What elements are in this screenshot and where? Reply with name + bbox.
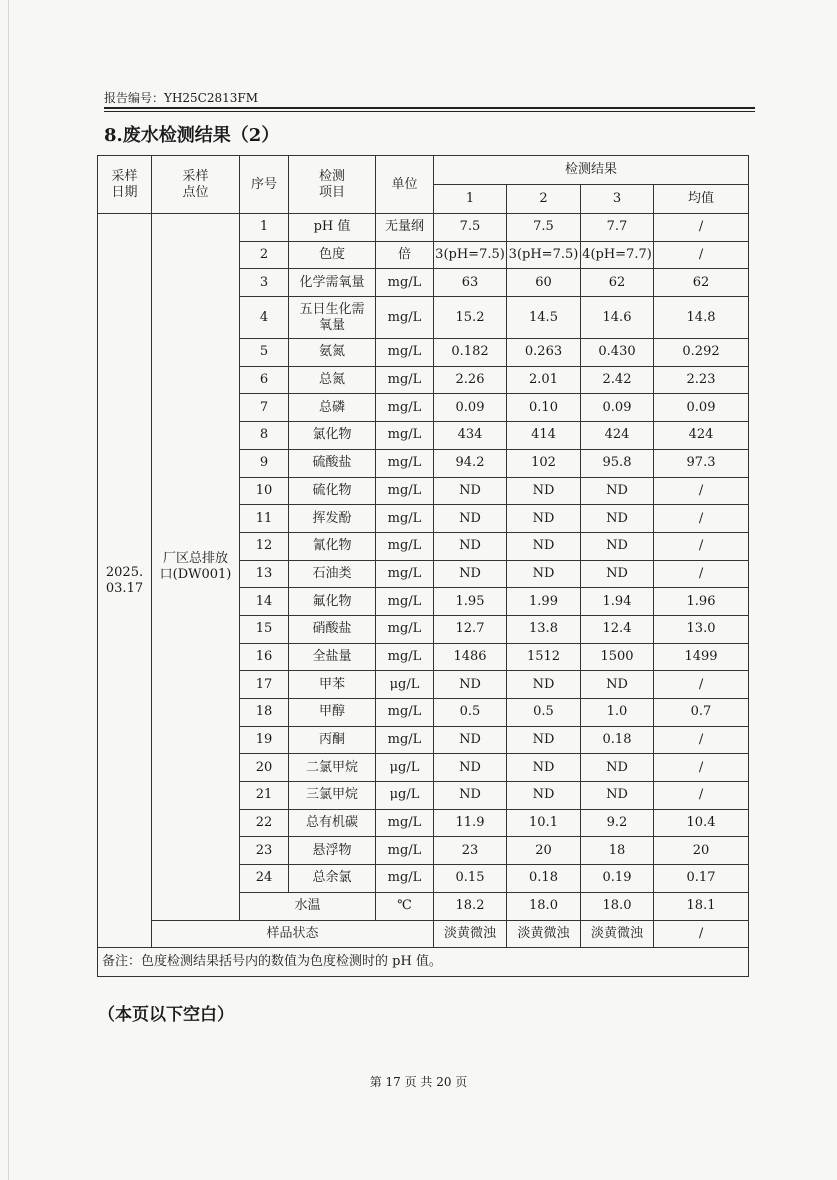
result-cell: 62 [581, 269, 654, 297]
item-cell: 三氯甲烷 [289, 782, 376, 810]
result-cell: 0.17 [654, 865, 749, 893]
sampling-date-cell: 2025. 03.17 [98, 214, 152, 948]
unit-cell: mg/L [376, 699, 434, 727]
result-cell: 18.2 [434, 892, 507, 920]
result-cell: 10.1 [507, 809, 581, 837]
result-cell: 7.5 [434, 214, 507, 242]
result-cell: 7.7 [581, 214, 654, 242]
note-row [98, 948, 749, 977]
item-cell: 悬浮物 [289, 837, 376, 865]
result-cell: 0.263 [507, 339, 581, 367]
item-cell: 总余氯 [289, 865, 376, 893]
result-cell: 15.2 [434, 297, 507, 339]
seq-cell: 2 [240, 241, 289, 269]
item-cell: 硫酸盐 [289, 449, 376, 477]
seq-cell: 23 [240, 837, 289, 865]
header-sub-col: 3 [581, 185, 654, 214]
sample-state-item: 样品状态 [152, 920, 434, 948]
seq-cell: 24 [240, 865, 289, 893]
result-cell: 424 [581, 422, 654, 450]
wastewater-results-table [97, 155, 749, 977]
unit-cell: mg/L [376, 297, 434, 339]
result-cell: 0.09 [434, 394, 507, 422]
item-cell: 石油类 [289, 560, 376, 588]
result-cell: 20 [654, 837, 749, 865]
result-cell: 14.6 [581, 297, 654, 339]
result-cell: 0.292 [654, 339, 749, 367]
result-cell: 3(pH=7.5) [507, 241, 581, 269]
unit-cell: mg/L [376, 394, 434, 422]
unit-cell: 无量纲 [376, 214, 434, 242]
header-sub-col: 1 [434, 185, 507, 214]
result-cell: / [654, 560, 749, 588]
unit-cell: mg/L [376, 643, 434, 671]
result-cell: 13.8 [507, 615, 581, 643]
header-sub-col: 均值 [654, 185, 749, 214]
result-cell: 7.5 [507, 214, 581, 242]
result-cell: / [654, 754, 749, 782]
result-cell: 1512 [507, 643, 581, 671]
result-cell: 0.09 [654, 394, 749, 422]
item-cell: 甲苯 [289, 671, 376, 699]
result-cell: ND [507, 532, 581, 560]
header-rule-thin [104, 111, 755, 112]
item-cell: 总氮 [289, 366, 376, 394]
unit-cell: mg/L [376, 339, 434, 367]
result-cell: / [654, 241, 749, 269]
result-cell: 102 [507, 449, 581, 477]
result-cell: ND [581, 532, 654, 560]
result-cell: ND [581, 477, 654, 505]
result-cell: 9.2 [581, 809, 654, 837]
unit-cell: mg/L [376, 809, 434, 837]
result-cell: ND [507, 477, 581, 505]
seq-cell: 22 [240, 809, 289, 837]
result-cell: 淡黄微浊 [507, 920, 581, 948]
result-cell: 434 [434, 422, 507, 450]
result-cell: 0.09 [581, 394, 654, 422]
result-cell: 18.1 [654, 892, 749, 920]
result-cell: 20 [507, 837, 581, 865]
unit-cell: mg/L [376, 532, 434, 560]
item-cell: 五日生化需 氧量 [289, 297, 376, 339]
result-cell: 60 [507, 269, 581, 297]
seq-cell: 6 [240, 366, 289, 394]
result-cell: 10.4 [654, 809, 749, 837]
header-seq: 序号 [240, 156, 289, 214]
blank-below-note: （本页以下空白） [98, 1005, 234, 1025]
item-cell: 化学需氧量 [289, 269, 376, 297]
result-cell: 3(pH=7.5) [434, 241, 507, 269]
item-cell: 色度 [289, 241, 376, 269]
seq-cell: 20 [240, 754, 289, 782]
result-cell: 2.26 [434, 366, 507, 394]
header-item: 检测 项目 [289, 156, 376, 214]
header-sampling-site: 采样 点位 [152, 156, 240, 214]
result-cell: 18.0 [507, 892, 581, 920]
result-cell: / [654, 505, 749, 533]
seq-cell: 12 [240, 532, 289, 560]
result-cell: ND [581, 505, 654, 533]
result-cell: 424 [654, 422, 749, 450]
header-row [98, 156, 749, 185]
unit-cell: μg/L [376, 671, 434, 699]
result-cell: 0.15 [434, 865, 507, 893]
result-cell: 63 [434, 269, 507, 297]
item-cell: 总磷 [289, 394, 376, 422]
unit-cell: mg/L [376, 615, 434, 643]
result-cell: 淡黄微浊 [434, 920, 507, 948]
result-cell: 95.8 [581, 449, 654, 477]
result-cell: ND [581, 560, 654, 588]
header-rule-thick [104, 107, 755, 109]
seq-cell: 21 [240, 782, 289, 810]
unit-cell: mg/L [376, 560, 434, 588]
sampling-site-cell: 厂区总排放 口(DW001) [152, 214, 240, 921]
result-cell: 0.18 [581, 726, 654, 754]
result-cell: ND [507, 671, 581, 699]
result-cell: ND [434, 782, 507, 810]
item-cell: 氨氮 [289, 339, 376, 367]
result-cell: / [654, 726, 749, 754]
unit-cell: μg/L [376, 782, 434, 810]
result-cell: 1.95 [434, 588, 507, 616]
unit-cell: mg/L [376, 477, 434, 505]
result-cell: 11.9 [434, 809, 507, 837]
result-cell: 0.182 [434, 339, 507, 367]
result-cell: ND [434, 560, 507, 588]
header-sampling-date: 采样 日期 [98, 156, 152, 214]
result-cell: 12.7 [434, 615, 507, 643]
seq-cell: 16 [240, 643, 289, 671]
result-cell: 14.5 [507, 297, 581, 339]
seq-cell: 11 [240, 505, 289, 533]
item-cell: 甲醇 [289, 699, 376, 727]
seq-cell: 8 [240, 422, 289, 450]
result-cell: ND [507, 754, 581, 782]
item-cell: 氟化物 [289, 588, 376, 616]
water-temp-unit: ℃ [376, 892, 434, 920]
unit-cell: mg/L [376, 269, 434, 297]
result-cell: 1.99 [507, 588, 581, 616]
result-cell: 12.4 [581, 615, 654, 643]
item-cell: 挥发酚 [289, 505, 376, 533]
result-cell: 1.0 [581, 699, 654, 727]
unit-cell: μg/L [376, 754, 434, 782]
result-cell: 14.8 [654, 297, 749, 339]
header-results: 检测结果 [434, 156, 749, 185]
unit-cell: mg/L [376, 865, 434, 893]
result-cell: / [654, 782, 749, 810]
result-cell: 4(pH=7.7) [581, 241, 654, 269]
seq-cell: 10 [240, 477, 289, 505]
item-cell: 丙酮 [289, 726, 376, 754]
seq-cell: 19 [240, 726, 289, 754]
result-cell: 0.5 [434, 699, 507, 727]
sample-state-row [98, 920, 749, 948]
result-cell: ND [581, 754, 654, 782]
seq-cell: 15 [240, 615, 289, 643]
unit-cell: mg/L [376, 837, 434, 865]
item-cell: 氰化物 [289, 532, 376, 560]
unit-cell: mg/L [376, 726, 434, 754]
seq-cell: 17 [240, 671, 289, 699]
result-cell: 0.18 [507, 865, 581, 893]
result-cell: ND [581, 782, 654, 810]
seq-cell: 3 [240, 269, 289, 297]
result-cell: ND [507, 560, 581, 588]
page-edge-line [8, 0, 9, 1180]
page-footer: 第 17 页 共 20 页 [369, 1075, 468, 1089]
unit-cell: mg/L [376, 449, 434, 477]
result-cell: ND [434, 754, 507, 782]
result-cell: 0.7 [654, 699, 749, 727]
seq-cell: 13 [240, 560, 289, 588]
result-cell: 0.10 [507, 394, 581, 422]
result-cell: 18.0 [581, 892, 654, 920]
result-cell: 0.5 [507, 699, 581, 727]
item-cell: 总有机碳 [289, 809, 376, 837]
result-cell: 0.430 [581, 339, 654, 367]
report-number: 报告编号：YH25C2813FM [104, 91, 259, 105]
seq-cell: 1 [240, 214, 289, 242]
result-cell: / [654, 214, 749, 242]
result-cell: ND [434, 505, 507, 533]
result-cell: ND [507, 726, 581, 754]
result-cell: / [654, 532, 749, 560]
result-cell: 94.2 [434, 449, 507, 477]
section-title: 8.废水检测结果（2） [104, 125, 280, 146]
header-unit: 单位 [376, 156, 434, 214]
item-cell: pH 值 [289, 214, 376, 242]
seq-cell: 14 [240, 588, 289, 616]
seq-cell: 18 [240, 699, 289, 727]
unit-cell: 倍 [376, 241, 434, 269]
seq-cell: 5 [240, 339, 289, 367]
seq-cell: 7 [240, 394, 289, 422]
result-cell: ND [507, 782, 581, 810]
seq-cell: 9 [240, 449, 289, 477]
result-cell: 18 [581, 837, 654, 865]
result-cell: 1499 [654, 643, 749, 671]
result-cell: 13.0 [654, 615, 749, 643]
table-row [98, 214, 749, 242]
unit-cell: mg/L [376, 422, 434, 450]
result-cell: / [654, 920, 749, 948]
result-cell: 23 [434, 837, 507, 865]
result-cell: ND [434, 532, 507, 560]
result-cell: ND [434, 726, 507, 754]
result-cell: 1500 [581, 643, 654, 671]
table-note: 备注：色度检测结果括号内的数值为色度检测时的 pH 值。 [98, 948, 749, 977]
unit-cell: mg/L [376, 505, 434, 533]
item-cell: 硫化物 [289, 477, 376, 505]
result-cell: 2.42 [581, 366, 654, 394]
seq-cell: 4 [240, 297, 289, 339]
result-cell: 62 [654, 269, 749, 297]
result-cell: 414 [507, 422, 581, 450]
item-cell: 全盐量 [289, 643, 376, 671]
result-cell: ND [581, 671, 654, 699]
result-cell: / [654, 671, 749, 699]
result-cell: 97.3 [654, 449, 749, 477]
water-temp-item: 水温 [240, 892, 376, 920]
item-cell: 硝酸盐 [289, 615, 376, 643]
header-sub-col: 2 [507, 185, 581, 214]
result-cell: 1.94 [581, 588, 654, 616]
item-cell: 二氯甲烷 [289, 754, 376, 782]
result-cell: 1.96 [654, 588, 749, 616]
result-cell: 2.23 [654, 366, 749, 394]
unit-cell: mg/L [376, 366, 434, 394]
result-cell: ND [434, 671, 507, 699]
result-cell: 2.01 [507, 366, 581, 394]
item-cell: 氯化物 [289, 422, 376, 450]
result-cell: ND [507, 505, 581, 533]
unit-cell: mg/L [376, 588, 434, 616]
result-cell: 0.19 [581, 865, 654, 893]
result-cell: ND [434, 477, 507, 505]
result-cell: 1486 [434, 643, 507, 671]
result-cell: 淡黄微浊 [581, 920, 654, 948]
result-cell: / [654, 477, 749, 505]
